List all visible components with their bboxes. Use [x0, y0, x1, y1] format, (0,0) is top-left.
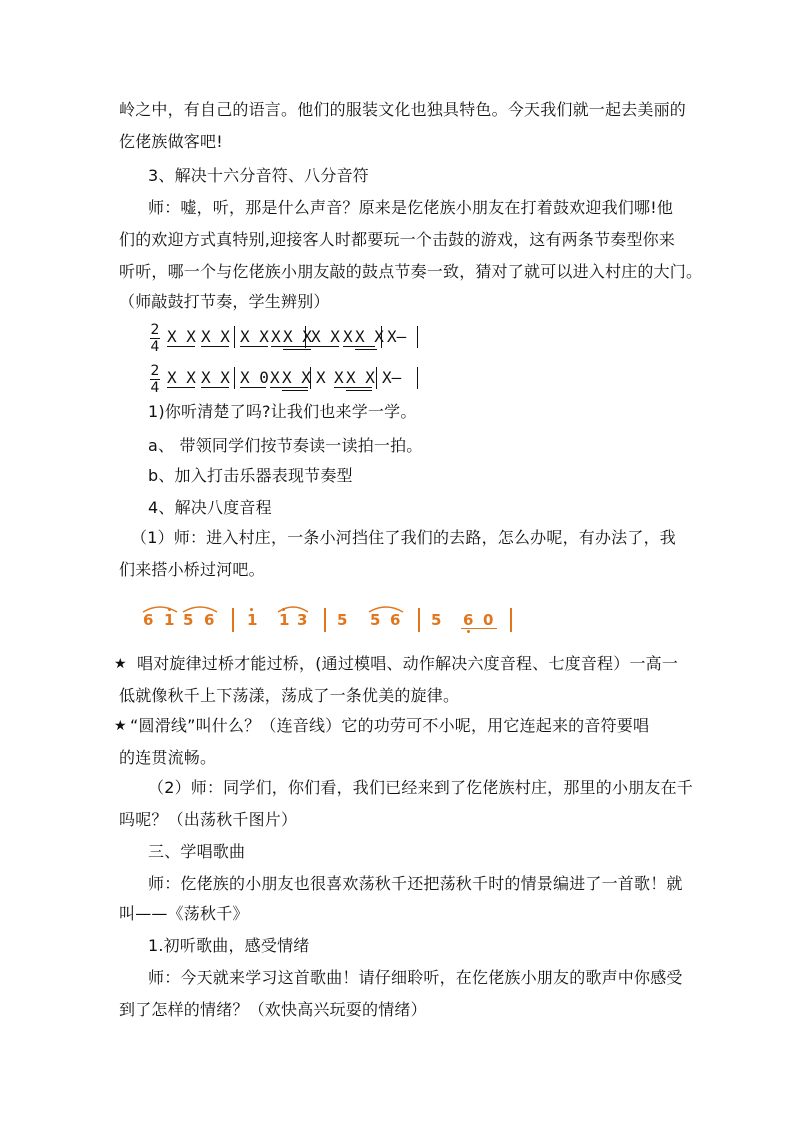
rhythm-beat: X X	[201, 327, 230, 346]
bar-line	[234, 367, 235, 389]
rhythm-beat: X	[334, 368, 344, 387]
rhythm-beat: X X	[346, 368, 375, 387]
paragraph-line: “圆滑线”叫什么？（连音线）它的功劳可不小呢，用它连起来的音符要唱	[130, 716, 650, 735]
beam-line	[311, 346, 339, 347]
melody-note: 5	[183, 611, 194, 629]
rhythm-beat: X X	[283, 327, 312, 346]
paragraph-line: 吗呢？（出荡秋千图片）	[119, 810, 298, 829]
paragraph-line: 师：仡佬族的小朋友也很喜欢荡秋千还把荡秋千时的情景编进了一首歌！就	[148, 874, 683, 893]
section-heading: 3、解决十六分音符、八分音符	[148, 166, 369, 185]
bar-line	[232, 608, 234, 632]
bar-line	[417, 367, 418, 389]
time-signature-top: 2	[150, 322, 160, 338]
rhythm-beat: X 0	[240, 368, 269, 387]
melody-note: 6	[390, 611, 401, 629]
paragraph-line: 的连贯流畅。	[119, 748, 217, 767]
bar-line	[376, 367, 377, 389]
bar-line	[381, 326, 382, 348]
melody-note: 3	[297, 611, 308, 629]
section-heading: 1.初听歌曲，感受情绪	[148, 936, 310, 955]
beam-line	[343, 346, 375, 347]
section-heading: 4、解决八度音程	[148, 498, 272, 517]
rhythm-beat: X X	[201, 368, 230, 387]
beam-line	[270, 387, 308, 388]
melody-note: 5	[337, 611, 348, 629]
bar-line	[234, 326, 235, 348]
rhythm-beat: X	[270, 368, 280, 387]
rhythm-beat: X X	[355, 327, 384, 346]
beam-line	[201, 346, 229, 347]
beam-line	[240, 387, 266, 388]
bar-line	[418, 608, 420, 632]
melody-note: 0	[483, 611, 494, 629]
melody-note: 5	[431, 611, 442, 629]
rhythm-beat: X X	[167, 327, 196, 346]
beam-line	[167, 387, 195, 388]
paragraph-line: 师：嘘，听，那是什么声音？原来是仡佬族小朋友在打着鼓欢迎我们哪!他	[148, 198, 674, 217]
section-heading: 三、学唱歌曲	[148, 842, 246, 861]
beam-line	[167, 346, 195, 347]
rhythm-beat: X—	[382, 368, 402, 387]
rhythm-beat: X	[271, 327, 281, 346]
beam-line	[461, 628, 497, 629]
beam-line	[346, 390, 372, 391]
paragraph-line: 叫——《荡秋千》	[119, 904, 249, 923]
bar-line	[310, 367, 311, 389]
high-octave-dot	[250, 608, 253, 611]
list-item: a、 带领同学们按节奏读一读拍一拍。	[148, 436, 423, 455]
rhythm-beat: X	[316, 368, 326, 387]
question-line: 1)你听清楚了吗?让我们也来学一学。	[148, 402, 417, 421]
beam-line	[283, 349, 311, 350]
low-octave-dot	[467, 630, 470, 633]
rhythm-beat: X X	[282, 368, 311, 387]
melody-note: 6	[204, 611, 215, 629]
rhythm-beat: X X	[311, 327, 340, 346]
paragraph-line: 到了怎样的情绪？（欢快高兴玩耍的情绪）	[119, 1000, 427, 1019]
bar-line	[417, 326, 418, 348]
melody-note: 1	[279, 611, 290, 629]
rhythm-beat: X X	[240, 327, 269, 346]
time-signature-top: 2	[150, 363, 160, 379]
high-octave-dot	[282, 608, 285, 611]
beam-line	[201, 387, 229, 388]
paragraph-line: 们来搭小桥过河吧。	[119, 560, 265, 579]
melody-note: 1	[164, 611, 175, 629]
beam-line	[282, 390, 308, 391]
high-octave-dot	[168, 608, 171, 611]
beam-line	[334, 387, 372, 388]
bar-line	[324, 608, 326, 632]
bar-line	[305, 326, 306, 348]
melody-note: 5	[370, 611, 381, 629]
paragraph-line: （师敲鼓打节奏，学生辨别）	[119, 292, 330, 311]
rhythm-beat: X X	[167, 368, 196, 387]
melody-note: 6	[463, 611, 474, 629]
time-signature-bottom: 4	[150, 380, 160, 396]
paragraph-line: （1）师：进入村庄，一条小河挡住了我们的去路，怎么办呢，有办法了，我	[131, 528, 676, 547]
rhythm-beat: X	[343, 327, 353, 346]
rhythm-beat: X—	[387, 327, 407, 346]
paragraph-line: 岭之中，有自己的语言。他们的服装文化也独具特色。今天我们就一起去美丽的	[119, 100, 687, 119]
paragraph-line: 师：今天就来学习这首歌曲！请仔细聆听，在仡佬族小朋友的歌声中你感受	[148, 968, 683, 987]
star-icon: ★	[114, 718, 127, 734]
melody-note: 1	[247, 611, 258, 629]
bar-line	[510, 608, 512, 632]
time-signature-bottom: 4	[150, 339, 160, 355]
paragraph-line: 仡佬族做客吧!	[119, 132, 223, 151]
paragraph-line: 听听，哪一个与仡佬族小朋友敲的鼓点节奏一致，猜对了就可以进入村庄的大门。	[119, 262, 703, 281]
beam-line	[240, 346, 268, 347]
paragraph-line: 低就像秋千上下荡漾，荡成了一条优美的旋律。	[119, 686, 460, 705]
star-icon: ★	[114, 656, 127, 672]
list-item: b、加入打击乐器表现节奏型	[148, 466, 353, 485]
paragraph-line: （2）师：同学们，你们看，我们已经来到了仡佬族村庄，那里的小朋友在千	[148, 778, 693, 797]
paragraph-line: 们的欢迎方式真特别,迎接客人时都要玩一个击鼓的游戏，这有两条节奏型你来	[119, 230, 676, 249]
melody-note: 6	[143, 611, 154, 629]
paragraph-line: 唱对旋律过桥才能过桥，(通过模唱、动作解决六度音程、七度音程）一高一	[137, 654, 679, 673]
beam-line	[355, 349, 377, 350]
